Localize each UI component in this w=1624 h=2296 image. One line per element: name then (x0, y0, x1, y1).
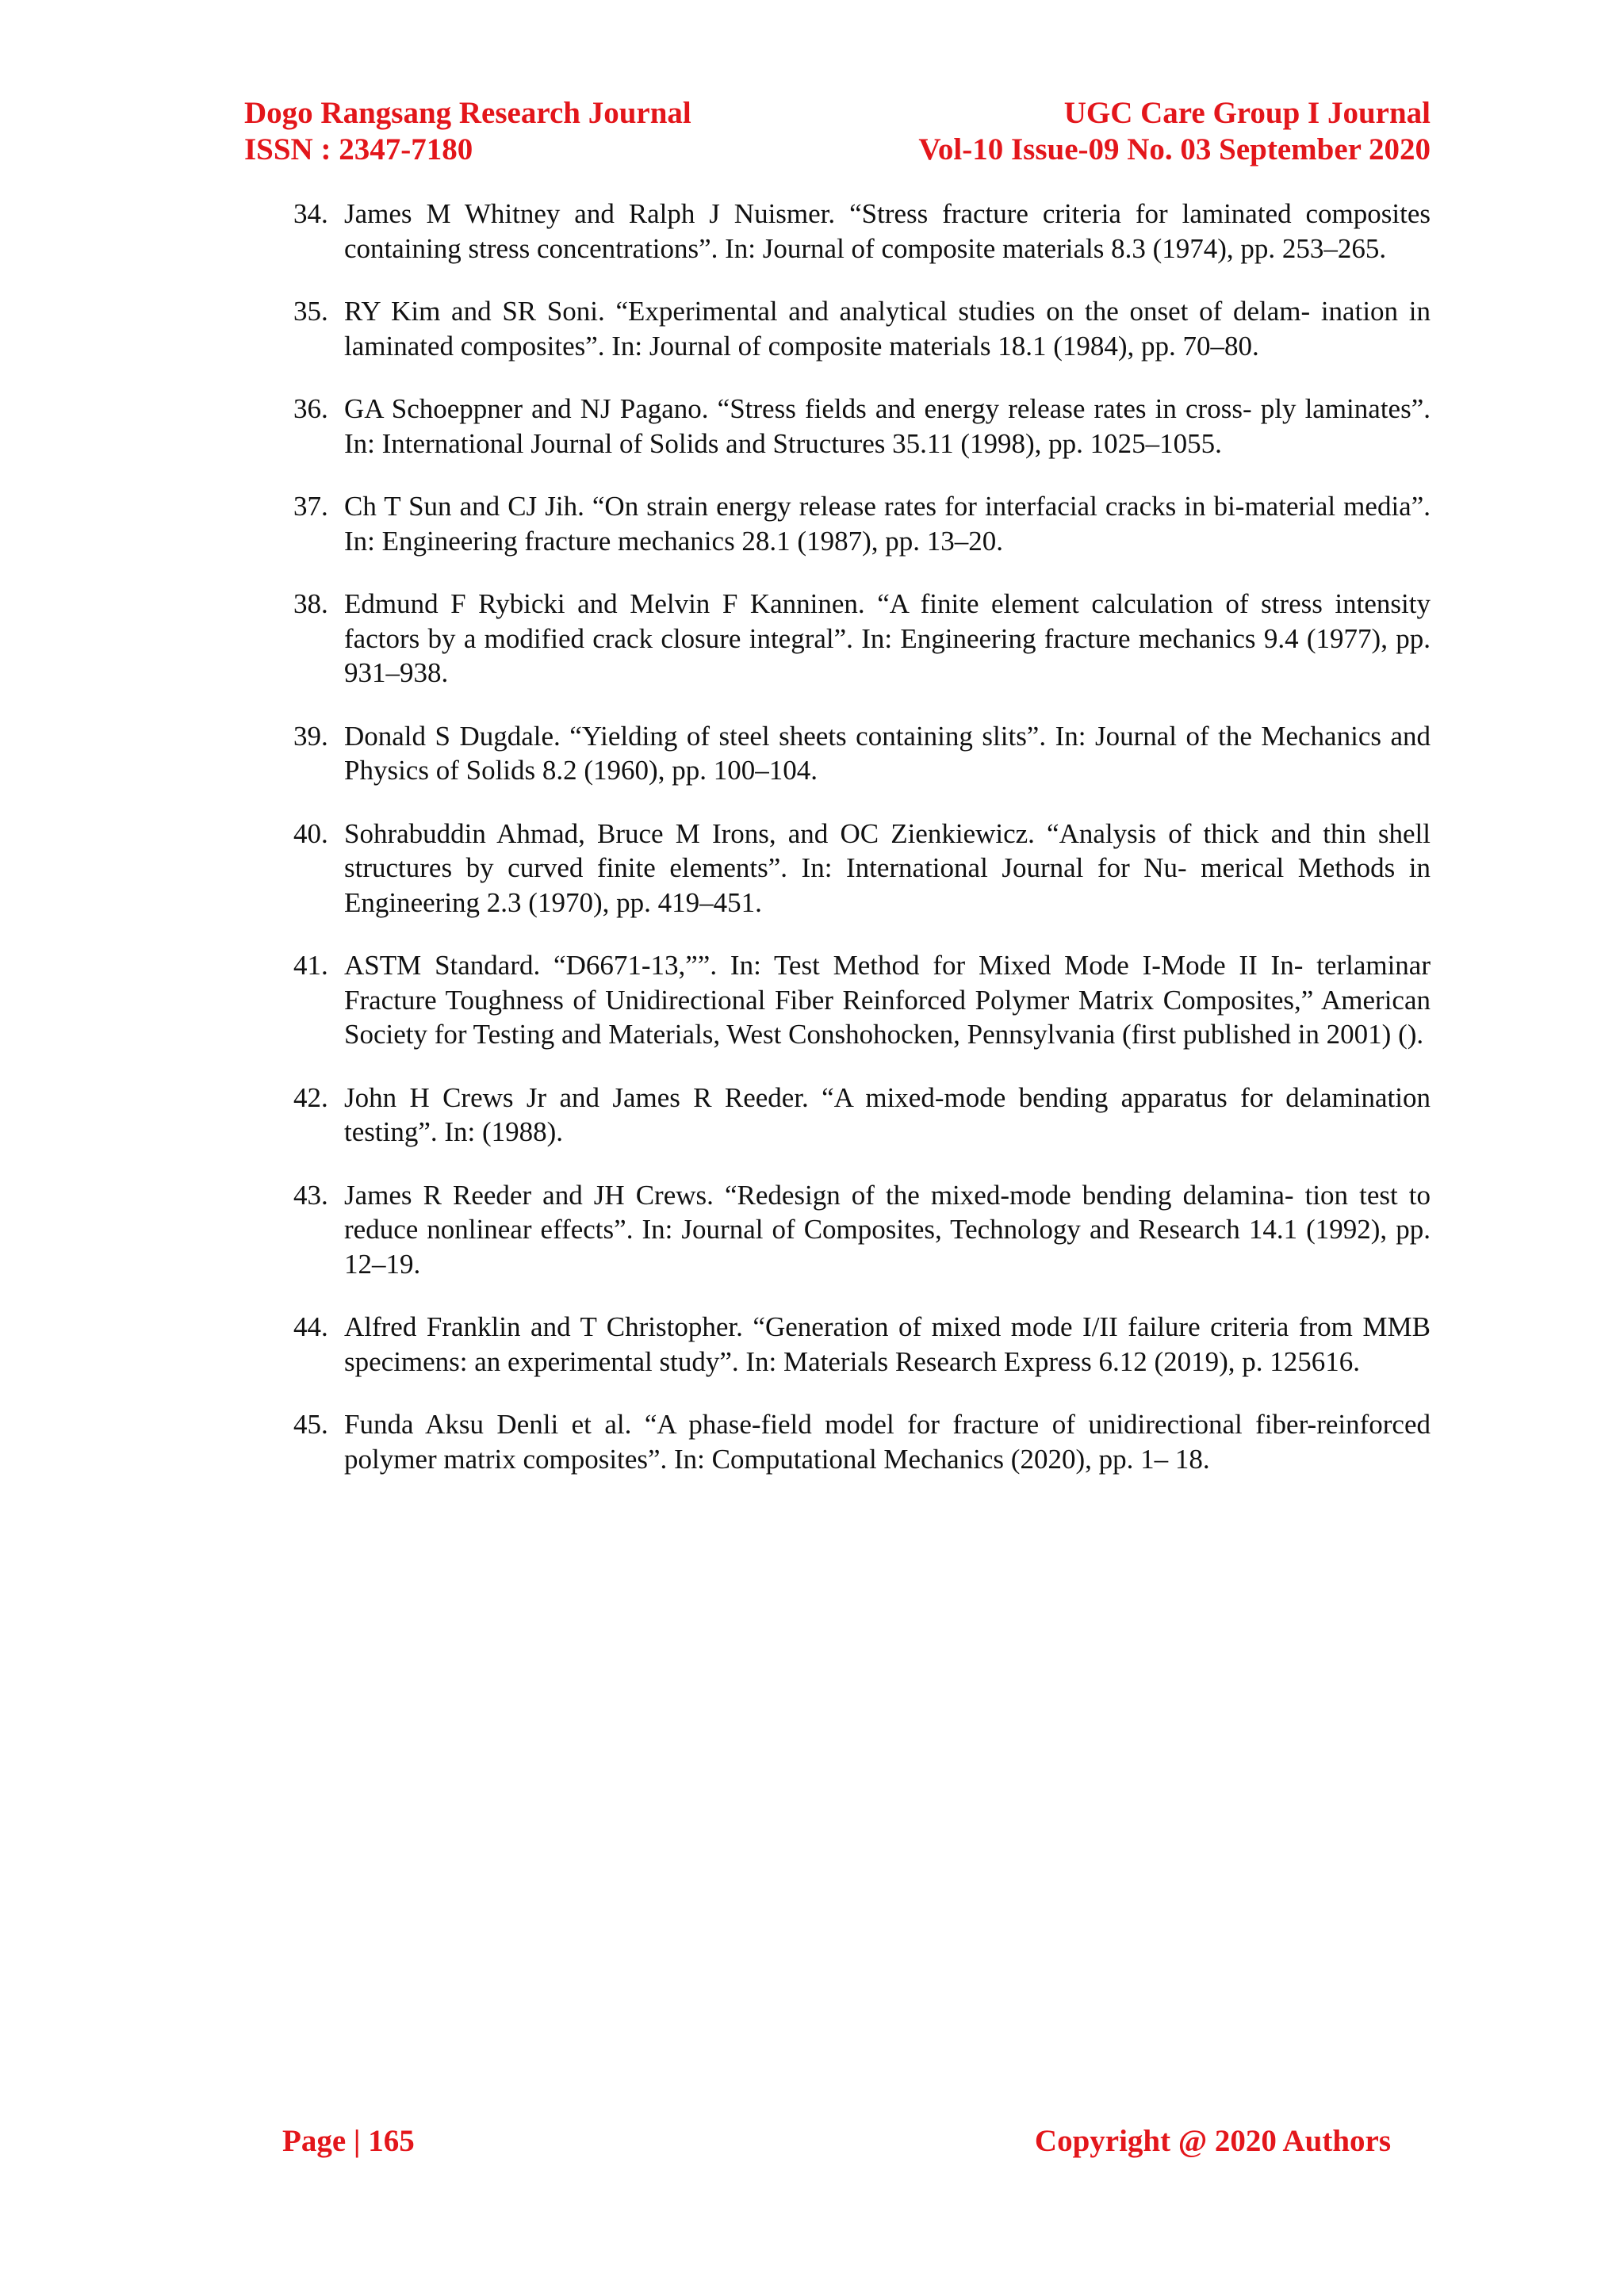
page-header (244, 95, 1431, 168)
reference-number: 38. (293, 588, 328, 619)
reference-text: GA Schoeppner and NJ Pagano. “Stress fields and energy release rates in cross- ply laminates”. In: International Journal of Solids and Structures 35.11 (1998), pp. 1025–1055. (344, 393, 1431, 459)
reference-text: Edmund F Rybicki and Melvin F Kanninen. “A finite element calculation of stress intensity factors by a modified crack closure integral”. In: Engineering fracture mechanics 9.4 (1977), pp. 931–938. (344, 588, 1431, 688)
header-row-2 (244, 132, 1431, 168)
reference-item (293, 719, 1431, 788)
ugc-label: UGC Care Group I Journal (1063, 96, 1431, 130)
page-number: Page | 165 (282, 2124, 415, 2158)
reference-text: James R Reeder and JH Crews. “Redesign of the mixed-mode bending delamina- tion test to reduce nonlinear effects”. In: Journal of Composites, Technology and Research 14.1 (1992), pp. 12–19. (344, 1179, 1431, 1280)
reference-number: 42. (293, 1081, 328, 1113)
reference-number: 36. (293, 393, 328, 424)
reference-item (293, 392, 1431, 461)
reference-text: Donald S Dugdale. “Yielding of steel sheets containing slits”. In: Journal of the Mechanics and Physics of Solids 8.2 (1960), pp. 100–104. (344, 720, 1431, 786)
reference-number: 45. (293, 1409, 328, 1440)
reference-item (293, 294, 1431, 363)
reference-number: 37. (293, 491, 328, 522)
reference-text: Funda Aksu Denli et al. “A phase-field model for fracture of unidirectional fiber-reinforced polymer matrix composites”. In: Computational Mechanics (2020), pp. 1– 18. (344, 1409, 1431, 1475)
reference-item (293, 489, 1431, 558)
reference-item (293, 817, 1431, 920)
reference-number: 44. (293, 1311, 328, 1342)
reference-item (293, 587, 1431, 691)
reference-text: Alfred Franklin and T Christopher. “Generation of mixed mode I/II failure criteria from MMB specimens: an experimental study”. In: Materials Research Express 6.12 (2019), p. 125616. (344, 1311, 1431, 1377)
reference-text: James M Whitney and Ralph J Nuismer. “Stress fracture criteria for laminated composites containing stress concentrations”. In: Journal of composite materials 8.3 (1974), pp. 253–265. (344, 198, 1431, 264)
reference-text: ASTM Standard. “D6671-13,””. In: Test Method for Mixed Mode I-Mode II In- terlaminar Fracture Toughness of Unidirectional Fiber Reinforced Polymer Matrix Composites,” American Society for Testing and Materials, West Conshohocken, Pennsylvania (first published in 2001) (). (344, 950, 1431, 1050)
volume-issue: Vol-10 Issue-09 No. 03 September 2020 (918, 132, 1431, 166)
reference-text: Ch T Sun and CJ Jih. “On strain energy release rates for interfacial cracks in bi-material media”. In: Engineering fracture mechanics 28.1 (1987), pp. 13–20. (344, 491, 1431, 557)
page-footer (282, 2123, 1391, 2160)
reference-number: 41. (293, 950, 328, 981)
reference-text: John H Crews Jr and James R Reeder. “A mixed-mode bending apparatus for delamination testing”. In: (1988). (344, 1081, 1431, 1147)
reference-item (293, 197, 1431, 266)
reference-number: 43. (293, 1179, 328, 1211)
reference-item (293, 1178, 1431, 1282)
reference-number: 34. (293, 198, 328, 229)
reference-item (293, 1081, 1431, 1150)
reference-list (293, 197, 1431, 1505)
reference-text: RY Kim and SR Soni. “Experimental and analytical studies on the onset of delam- ination in laminated composites”. In: Journal of composite materials 18.1 (1984), pp. 70–80. (344, 296, 1431, 362)
reference-item (293, 948, 1431, 1052)
journal-name: Dogo Rangsang Research Journal (244, 96, 691, 130)
reference-number: 39. (293, 720, 328, 752)
copyright: Copyright @ 2020 Authors (1034, 2124, 1391, 2158)
reference-item (293, 1310, 1431, 1379)
reference-number: 40. (293, 817, 328, 849)
header-row-1 (244, 95, 1431, 132)
issn: ISSN : 2347-7180 (244, 132, 473, 166)
reference-number: 35. (293, 296, 328, 327)
reference-item (293, 1407, 1431, 1476)
reference-text: Sohrabuddin Ahmad, Bruce M Irons, and OC Zienkiewicz. “Analysis of thick and thin shell structures by curved finite elements”. In: International Journal for Nu- merical Methods in Engineering 2.3 (1970), pp. 419–451. (344, 817, 1431, 918)
